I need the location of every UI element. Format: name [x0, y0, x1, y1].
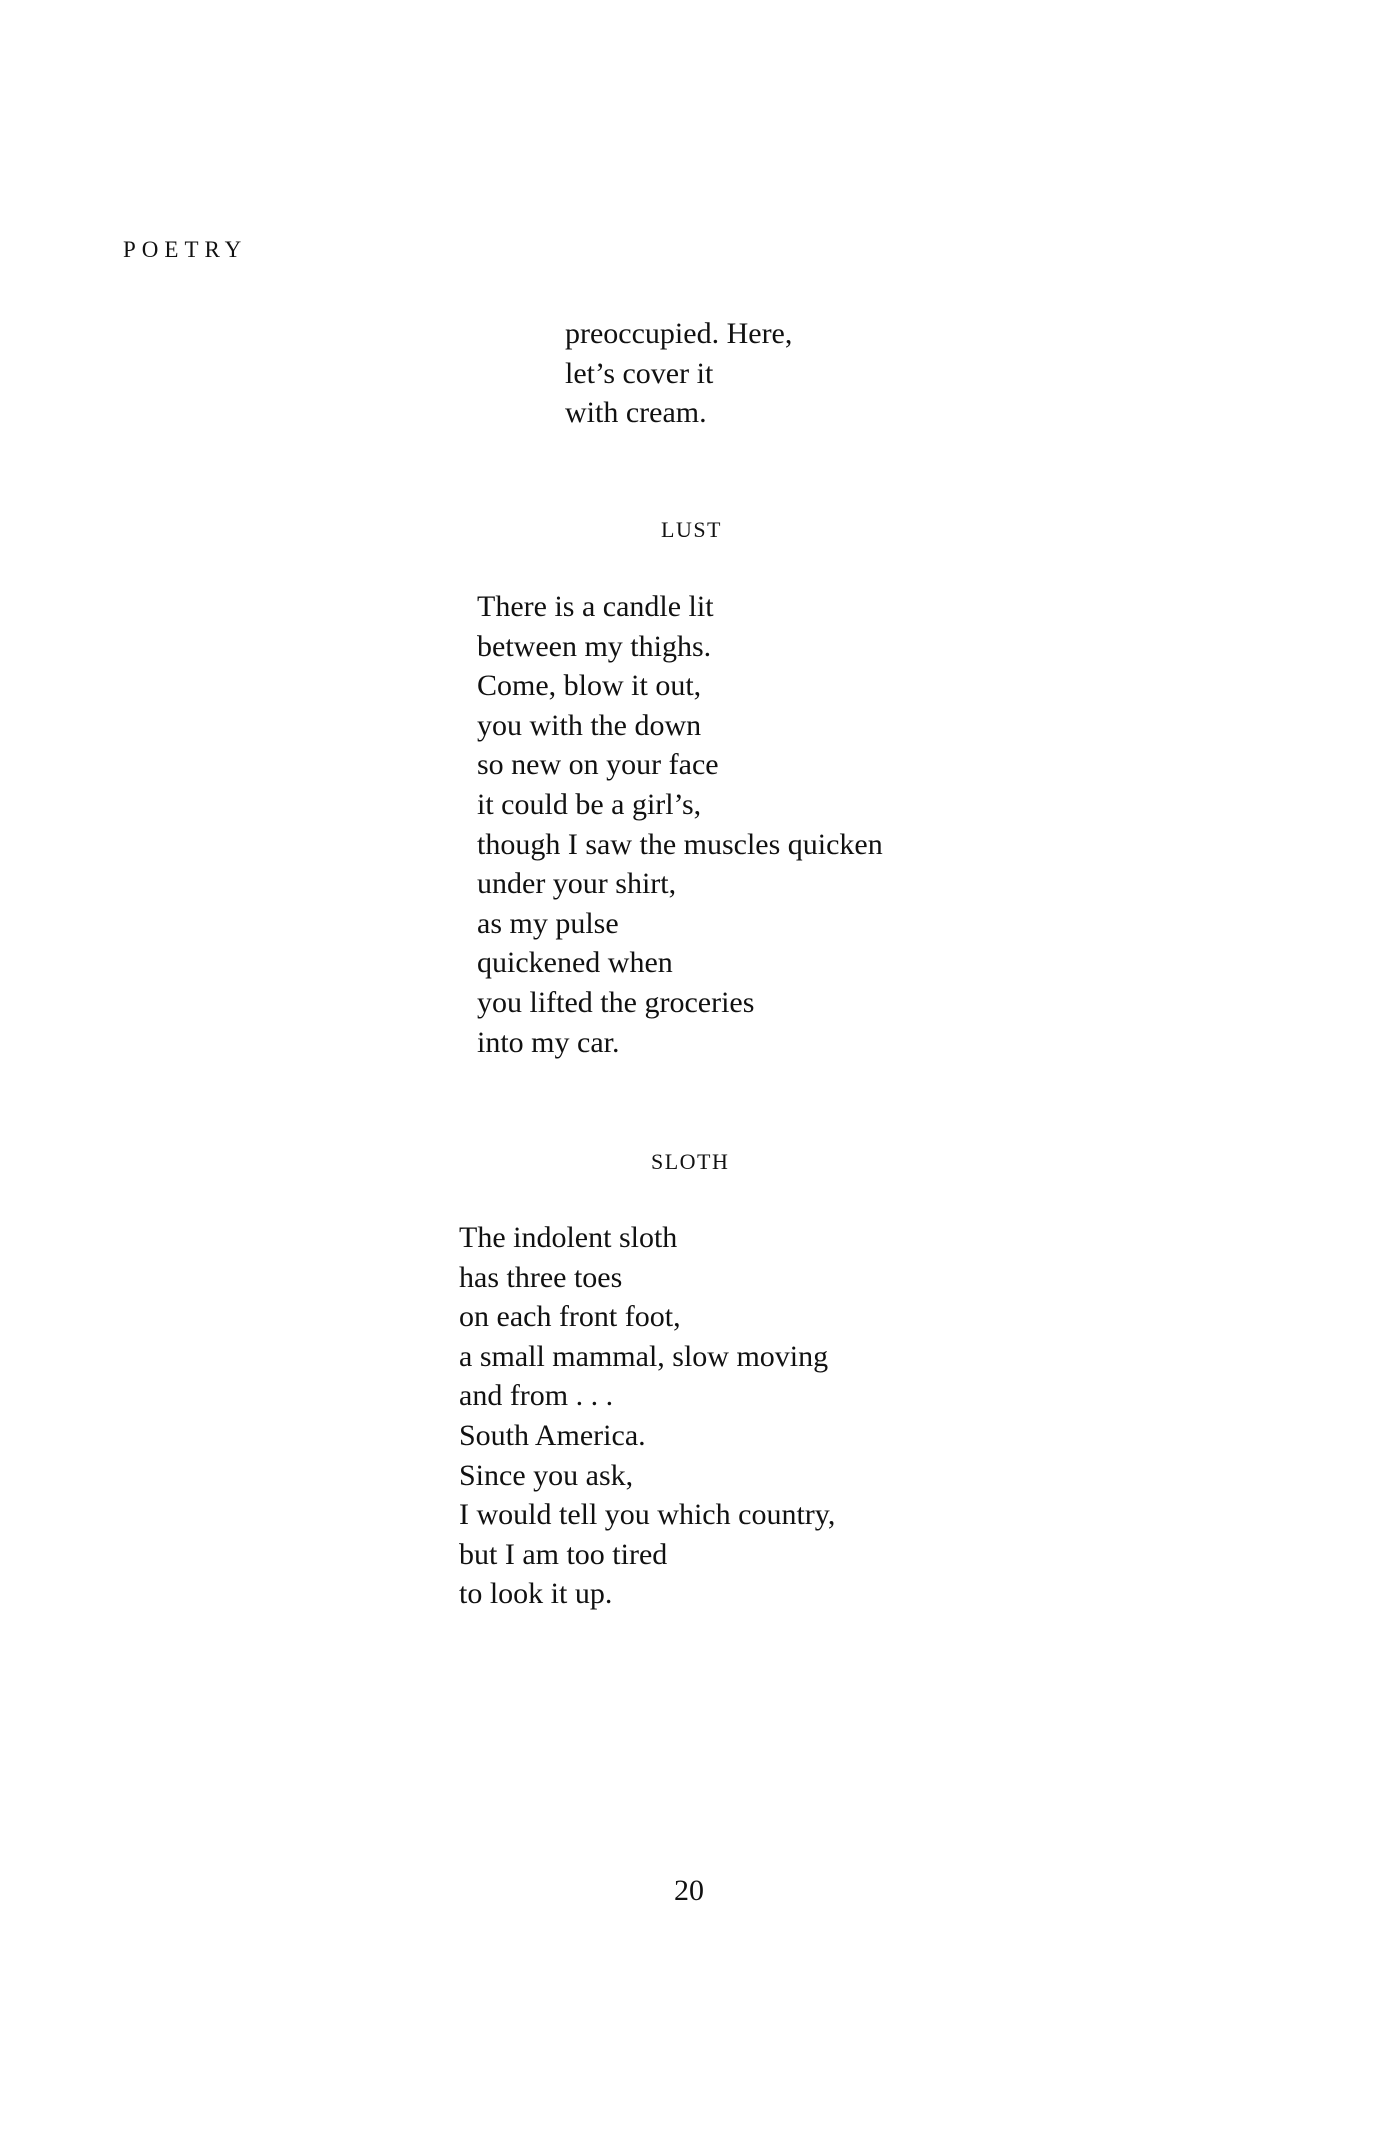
- poem-line: The indolent sloth: [459, 1221, 678, 1254]
- poem-line: under your shirt,: [477, 867, 677, 901]
- poem-line: with cream.: [565, 396, 707, 430]
- poem-line: it could be a girl’s,: [477, 787, 702, 821]
- poem-line: but I am too tired: [459, 1537, 668, 1571]
- poem-line: so new on your face: [477, 748, 719, 782]
- poem-line: a small mammal, slow moving: [459, 1339, 829, 1373]
- poem-line: though I saw the muscles quicken: [477, 827, 883, 861]
- poem-lust-stanza: [477, 587, 883, 1062]
- poem-line: Since you ask,: [459, 1458, 634, 1492]
- poem-line: has three toes: [459, 1260, 623, 1294]
- running-head: POETRY: [123, 237, 248, 262]
- poem-title-lust: LUST: [661, 517, 722, 542]
- poem-line: There is a candle lit: [477, 590, 714, 623]
- poem-line: I would tell you which country,: [459, 1498, 836, 1532]
- poem-line: you lifted the groceries: [477, 985, 755, 1019]
- page-number: 20: [674, 1874, 704, 1907]
- poem-line: into my car.: [477, 1025, 620, 1059]
- poem-sloth-stanza: [459, 1218, 835, 1614]
- poem-line: let’s cover it: [565, 356, 714, 390]
- poem-line: Come, blow it out,: [477, 669, 702, 703]
- poem-line: you with the down: [477, 708, 702, 742]
- poem-line: quickened when: [477, 946, 673, 980]
- poem-line: and from . . .: [459, 1379, 614, 1413]
- poem-fragment-stanza: [565, 314, 792, 433]
- poem-line: preoccupied. Here,: [565, 317, 793, 350]
- poem-line: South America.: [459, 1418, 646, 1452]
- poem-line: as my pulse: [477, 906, 619, 940]
- poem-line: on each front foot,: [459, 1300, 681, 1334]
- poem-title-sloth: SLOTH: [651, 1149, 730, 1174]
- poem-line: to look it up.: [459, 1577, 613, 1611]
- poem-line: between my thighs.: [477, 629, 712, 663]
